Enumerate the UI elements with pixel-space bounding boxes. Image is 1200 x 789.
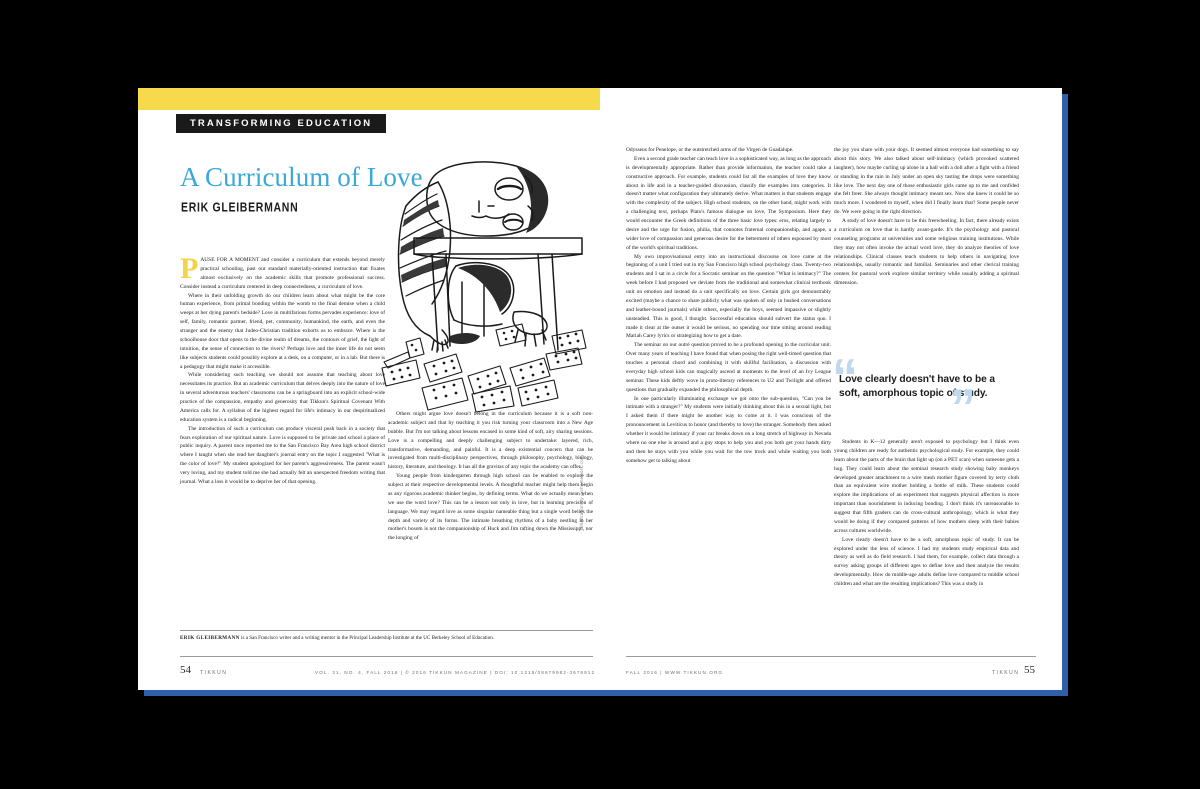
quote-open-mark: “ bbox=[832, 349, 856, 407]
left-page bbox=[138, 88, 600, 690]
paragraph: While considering such teaching we should not assume that teaching about love necessitates its practice. But an academic curriculum that delves deeply into the nature of love in several adventurous teachers' classrooms can be a springboard into an explicit school-wide practice of the compassion, empathy and generosity that Tikkun's Spiritual Covenant With America calls for. A syllabus of the highest regard for life's intimacy in our despiritualized education system is a radical beginning. bbox=[180, 372, 385, 423]
author-bio-text: is a San Francisco writer and a writing mentor in the Principal Leadership Institute at the UC Berkeley School of Education. bbox=[239, 635, 495, 641]
paragraph: The seminar on our outré question proved to be a profound opening to the curricular unit. Over many years of teaching I have found that when posing the right well-timed question that touches a personal chord and combining it with skillful facilitation, a discussion with everyday high school kids can magically ascend at moments to the level of an Ivy League seminar. These kids deftly wove in proto-literary references to U2 and Twilight and offered questions that gradually expanded the philosophical depth. bbox=[626, 342, 831, 393]
sleeping-student-at-desk-illustration bbox=[376, 154, 590, 414]
paragraph: Others might argue love doesn't belong in the curriculum because it is a soft non-academic subject and that by teaching it you risk turning your classroom into a New Age bubble. But I'm not talking about lessons encased in some kind of soft, airy sharing sessions. Love is a compelling and deeply challenging subject to undertake: layered, rich, transformative, demanding, and painful. It is a deep existential concern that can be investigated from multi-disciplinary perspectives, through philosophy, psychology, biology, history, literature, and theology. It has all the gravitas of any topic the academy can offer. bbox=[388, 411, 593, 471]
page-title: A Curriculum of Love bbox=[180, 162, 423, 192]
byline: ERIK GLEIBERMANN bbox=[181, 200, 299, 215]
pull-quote bbox=[828, 349, 1028, 437]
paragraph: The introduction of such a curriculum can produce visceral push back in a society that fears exploration of our spiritual nature. Love is supposed to be private and school a place of public inquiry. A parent once reported me to the San Francisco Bay Area high school district where I taught when she read her daughter's journal entry on the topic I suggested "What is the color of love?" My student apologized for her parent's aggressiveness. The parent wasn't very loving, and my student told me she had actually felt an unexpected freedom writing that journal. What a loss it would be to deprive her of that opening. bbox=[180, 425, 385, 485]
right-column-1 bbox=[626, 146, 831, 466]
top-yellow-band bbox=[138, 88, 600, 110]
paragraph: Even a second grade teacher can teach love in a sophisticated way, as long as the approach is developmentally appropriate. Rather than provide information, the teacher could take a constructive approach. For example, students could list all the examples of love they know about in life and in a teacher-guided discussion, classify the examples into categories. It doesn't matter what configuration they ultimately derive. What matters is that students engage with the complexity of the subject. High school students, on the other hand, might work with a challenging text, perhaps Plato's famous dialogue on love, The Symposium. Here they would encounter the Greek definitions of the three basic love types: eros, relating largely to desire and the urge for fusion, philia, that connotes fraternal companionship, and agape, a wider love of compassion and generous desire for the betterment of others espoused by most of the world's spiritual traditions. bbox=[626, 155, 831, 251]
folio-magazine-right: TIKKUN bbox=[992, 670, 1020, 676]
paragraph: Young people from kindergarten through high school can be enabled to explore the subject at their respective developmental levels. A thoughtful teacher might help them begin as any rigorous academic thinker begins, by defining terms. What do we actually mean when we use the word love? This can be a lesson not only in love, but in learning precision of language. We may regard love as some singular nameable thing but a single word belies the depth and variety of its forms. The intimate breathing rhythms of a baby nestling in her mother's bosom is not the companionship of Huck and Jim rafting down the Mississippi, nor the longing of bbox=[388, 473, 593, 542]
paragraph: PAUSE FOR A MOMENT and consider a curriculum that extends beyond merely practical schooling, past our standard materially-oriented instruction that fixates almost exclusively on the academic skills that promote professional success. Consider instead a curriculum centered in deep connectedness, a curriculum of love. bbox=[180, 252, 385, 290]
quote-close-mark: ” bbox=[950, 379, 974, 437]
paragraph: the joy you share with your dogs. It seemed almost everyone had something to say about this story. We also talked about self-intimacy (which provoked scattered laughter), how maybe curling up alone in a ball with a doll after a fight with a friend or standing in the rain in July under an open sky tasting the drops were something like love. The next day one of those enthusiastic girls came up to me and confided she felt freer. She always thought intimacy meant sex. Now she knew it could be so much more. I wondered to myself, when did I finally learn that? Some people never do. We were going in the right direction. bbox=[834, 147, 1019, 216]
right-column-2-bottom bbox=[834, 438, 1019, 589]
author-bio-name: ERIK GLEIBERMANN bbox=[180, 635, 240, 641]
magazine-spread bbox=[138, 88, 1062, 690]
left-column-2 bbox=[388, 410, 593, 543]
pull-quote-text: Love clearly doesn't have to be a soft, amorphous topic of study. bbox=[839, 374, 995, 400]
footer-divider-left bbox=[180, 656, 593, 657]
paragraph: Odysseus for Penelope, or the outstretched arms of the Virgen de Guadalupe. bbox=[626, 147, 794, 153]
folio-number-right: 55 bbox=[1024, 664, 1035, 676]
paragraph: Students in K—12 generally aren't exposed to psychology but I think even young children are ready for authentic psychological study. For example, they could learn about the parts of the brain that light up (on a PET scan) when someone gets a hug. They could learn about the seminal research study showing baby monkeys developed greater attachment to a wire mesh mother figure covered by terry cloth than an equivalent wire mother holding a bottle of milk. These students could explore the implications of an experiment that suggests physical affection is more important than nourishment in inducing bonding. I don't think it's unreasonable to suggest that fifth graders can do cross-cultural anthropology, which is what they would be doing if they compared patterns of how mothers sleep with their babies across cultures worldwide. bbox=[834, 439, 1019, 534]
section-kicker-bar bbox=[176, 114, 386, 133]
paragraph: In one particularly illuminating exchange we got onto the sub-question, "Can you be intimate with a stranger?" My students were initially thinking about this in a sexual light, but I asked them if there might be another way to come at it. I was conscious of the pronouncement in Leviticus to honor (and thereby to love) the stranger. Somebody then asked whether it would be intimacy if your car breaks down on a long stretch of highway in Nevada where no one else is around and a guy stops to help you and you both get your hands dirty and then he stays with you while you wait for the tow truck and while waiting you both somehow get to talking about bbox=[626, 395, 831, 464]
paragraph: A study of love doesn't have to be this freewheeling. In fact, there already exists a curriculum on love that is hardly avant-garde. It's the psychology and pastoral counseling programs at universities and some religious training institutions. While they may not often invoke the actual word love, they do analyze theories of love relationships. Clinical classes teach students to help others in navigating love relationships, usually romantic and familial. Seminaries and other clerical training centers for pastoral work explore similar territory while usually adding a spiritual dimension. bbox=[834, 218, 1019, 287]
left-column-1 bbox=[180, 252, 385, 487]
paragraph: Where in their unfolding growth do our children learn about what might be the core human experience, from primal bonding within the womb to the final demise when a child weeps at her dying parent's bedside? Love in multifarious forms pervades experience: love of self, family, romantic partner, friend, pet, community, humankind, the earth, and even the stranger and the enemy that Judeo-Christian tradition exhorts us to embrace. Where is the schoolhouse door that opens to the divine realm of dreams, the contours of grief, the light of intuition, the sense of connection to the rivers? Perhaps love and the inner life do not seem like subjects students could possibly explore at a desk, on a computer, or in a lab. But there is a pedagogy that might make it accessible. bbox=[180, 292, 385, 370]
paragraph: My own improvisational entry into an instructional discourse on love came at the beginning of a unit I tried out in my San Francisco high school psychology class. Twenty-two students and I sat in a circle for a Socratic seminar on the question "What is intimacy?" The week before I had proposed we deviate from the traditional and somewhat clinical textbook unit on emotion and instead do a unit specifically on love. Certain girls got demonstrably excited (maybe a chance to share publicly what was spoken of only in hushed conversations and leather-bound journals) while others, especially the boys, seemed impassive or slightly unsteadied. This is good, I thought. Successful education should subvert the status quo. I made it clear at the outset it would be serious, no spending our time sitting around reading Mariah Carey lyrics or strategizing how to get a date. bbox=[626, 253, 831, 340]
illustration-credit: Illustration by jushomework.com bbox=[579, 454, 584, 528]
folio-magazine-left: TIKKUN bbox=[200, 670, 228, 676]
right-page bbox=[600, 88, 1062, 690]
right-column-2-top bbox=[834, 146, 1019, 288]
bio-divider bbox=[180, 630, 593, 631]
folio-issue-right: FALL 2016 | WWW.TIKKUN.ORG bbox=[626, 670, 724, 675]
section-kicker-label: TRANSFORMING EDUCATION bbox=[190, 118, 373, 129]
author-bio bbox=[180, 635, 593, 643]
folio-metadata: VOL. 31, NO. 4, FALL 2016 | © 2016 TIKKUN MAGAZINE | DOI: 10.1215/08879982-3676912 bbox=[315, 670, 596, 675]
footer-divider-right bbox=[626, 656, 1036, 657]
paragraph: Love clearly doesn't have to be a soft, amorphous topic of study. It can be explored under the lens of science. I had my students study empirical data and theory as well as do field research. I had them, for example, collect data through a survey asking groups of different ages to define love and then analyze the results developmentally. How do middle-age adults define love compared to middle school children and what are the resulting implications? This was a study in bbox=[834, 536, 1019, 587]
folio-number-left: 54 bbox=[180, 664, 191, 676]
